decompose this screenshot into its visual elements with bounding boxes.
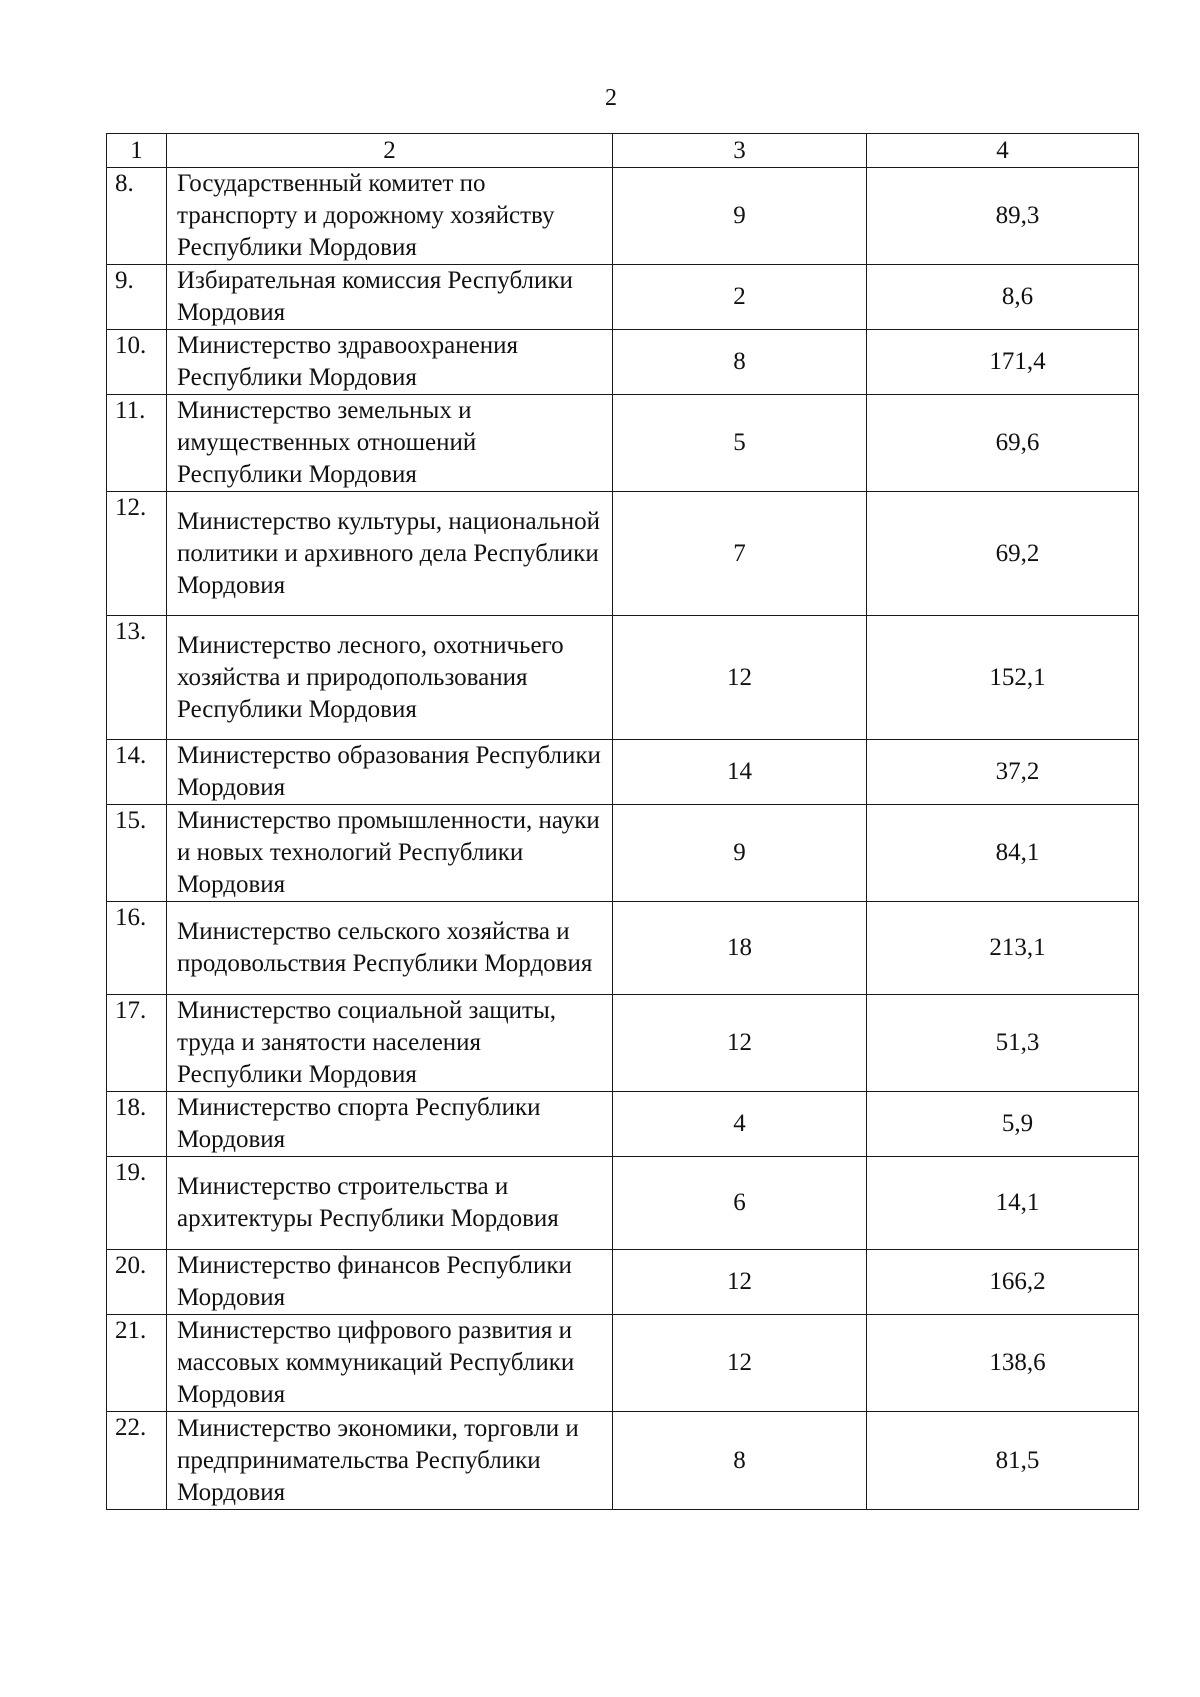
organization-name: Министерство цифрового развития и массовых коммуникаций Республики Мордовия	[167, 1315, 613, 1412]
table-row	[107, 616, 1139, 740]
quantity-value: 12	[613, 616, 867, 740]
amount-value: 89,3	[995, 202, 1040, 229]
header-cell-3: 3	[613, 134, 867, 168]
organization-name: Избирательная комиссия Республики Мордовия	[167, 265, 613, 330]
table-row	[107, 740, 1139, 805]
amount-cell	[867, 1157, 1139, 1250]
table-row	[107, 1157, 1139, 1250]
amount-cell	[867, 330, 1139, 395]
row-number: 10.	[107, 330, 167, 395]
quantity-value: 12	[613, 995, 867, 1092]
row-number: 19.	[107, 1157, 167, 1250]
table-row	[107, 395, 1139, 492]
amount-cell	[867, 995, 1139, 1092]
amount-cell	[867, 395, 1139, 492]
amount-cell	[867, 1315, 1139, 1412]
allocation-table	[106, 133, 1139, 1510]
row-number: 9.	[107, 265, 167, 330]
amount-value: 171,4	[989, 348, 1046, 375]
organization-name: Министерство строительства и архитектуры Республики Мордовия	[167, 1157, 613, 1250]
amount-cell	[867, 1092, 1139, 1157]
amount-value: 5,9	[1001, 1110, 1034, 1137]
organization-name: Министерство экономики, торговли и предпринимательства Республики Мордовия	[167, 1412, 613, 1510]
quantity-value: 6	[613, 1157, 867, 1250]
quantity-value: 14	[613, 740, 867, 805]
header-cell-2: 2	[167, 134, 613, 168]
quantity-value: 5	[613, 395, 867, 492]
row-number: 20.	[107, 1250, 167, 1315]
organization-name: Министерство земельных и имущественных отношений Республики Мордовия	[167, 395, 613, 492]
organization-name: Министерство лесного, охотничьего хозяйства и природопользования Республики Мордовия	[167, 616, 613, 740]
quantity-value: 8	[613, 330, 867, 395]
header-cell-4: 4	[867, 134, 1139, 168]
amount-cell	[867, 265, 1139, 330]
row-number: 18.	[107, 1092, 167, 1157]
amount-cell	[867, 805, 1139, 902]
amount-cell	[867, 616, 1139, 740]
amount-cell	[867, 740, 1139, 805]
amount-cell	[867, 492, 1139, 616]
row-number: 14.	[107, 740, 167, 805]
quantity-value: 18	[613, 902, 867, 995]
amount-value: 69,6	[995, 429, 1040, 456]
table-row	[107, 330, 1139, 395]
table-row	[107, 902, 1139, 995]
row-number: 13.	[107, 616, 167, 740]
row-number: 16.	[107, 902, 167, 995]
organization-name: Министерство образования Республики Мордовия	[167, 740, 613, 805]
row-number: 8.	[107, 168, 167, 265]
quantity-value: 9	[613, 168, 867, 265]
row-number: 17.	[107, 995, 167, 1092]
organization-name: Государственный комитет по транспорту и дорожному хозяйству Республики Мордовия	[167, 168, 613, 265]
amount-value: 84,1	[995, 839, 1040, 866]
quantity-value: 4	[613, 1092, 867, 1157]
quantity-value: 2	[613, 265, 867, 330]
amount-cell	[867, 1250, 1139, 1315]
table-body	[107, 134, 1139, 1510]
table-row	[107, 492, 1139, 616]
table-row	[107, 1092, 1139, 1157]
amount-value: 166,2	[989, 1268, 1046, 1295]
amount-value: 213,1	[989, 934, 1046, 961]
amount-value: 81,5	[995, 1446, 1040, 1474]
table-row	[107, 265, 1139, 330]
table-row	[107, 995, 1139, 1092]
row-number: 12.	[107, 492, 167, 616]
table-row	[107, 1315, 1139, 1412]
table-row	[107, 168, 1139, 265]
organization-name: Министерство сельского хозяйства и продовольствия Республики Мордовия	[167, 902, 613, 995]
page-number: 2	[605, 85, 617, 111]
amount-value: 152,1	[989, 663, 1046, 691]
quantity-value: 9	[613, 805, 867, 902]
quantity-value: 12	[613, 1315, 867, 1412]
organization-name: Министерство здравоохранения Республики Мордовия	[167, 330, 613, 395]
organization-name: Министерство промышленности, науки и новых технологий Республики Мордовия	[167, 805, 613, 902]
quantity-value: 12	[613, 1250, 867, 1315]
row-number: 22.	[107, 1412, 167, 1510]
row-number: 21.	[107, 1315, 167, 1412]
amount-cell	[867, 902, 1139, 995]
quantity-value: 8	[613, 1412, 867, 1510]
amount-value: 37,2	[995, 758, 1040, 785]
row-number: 15.	[107, 805, 167, 902]
table-header-row	[107, 134, 1139, 168]
amount-value: 14,1	[995, 1189, 1040, 1216]
organization-name: Министерство финансов Республики Мордовия	[167, 1250, 613, 1315]
amount-value: 51,3	[995, 1029, 1040, 1056]
header-cell-1: 1	[107, 134, 167, 168]
row-number: 11.	[107, 395, 167, 492]
amount-value: 138,6	[989, 1349, 1046, 1376]
table-row	[107, 805, 1139, 902]
table-row	[107, 1250, 1139, 1315]
organization-name: Министерство культуры, национальной политики и архивного дела Республики Мордовия	[167, 492, 613, 616]
amount-cell	[867, 168, 1139, 265]
amount-cell	[867, 1412, 1139, 1510]
organization-name: Министерство социальной защиты, труда и занятости населения Республики Мордовия	[167, 995, 613, 1092]
quantity-value: 7	[613, 492, 867, 616]
table-row	[107, 1412, 1139, 1510]
organization-name: Министерство спорта Республики Мордовия	[167, 1092, 613, 1157]
amount-value: 8,6	[1001, 283, 1034, 310]
amount-value: 69,2	[995, 539, 1040, 567]
